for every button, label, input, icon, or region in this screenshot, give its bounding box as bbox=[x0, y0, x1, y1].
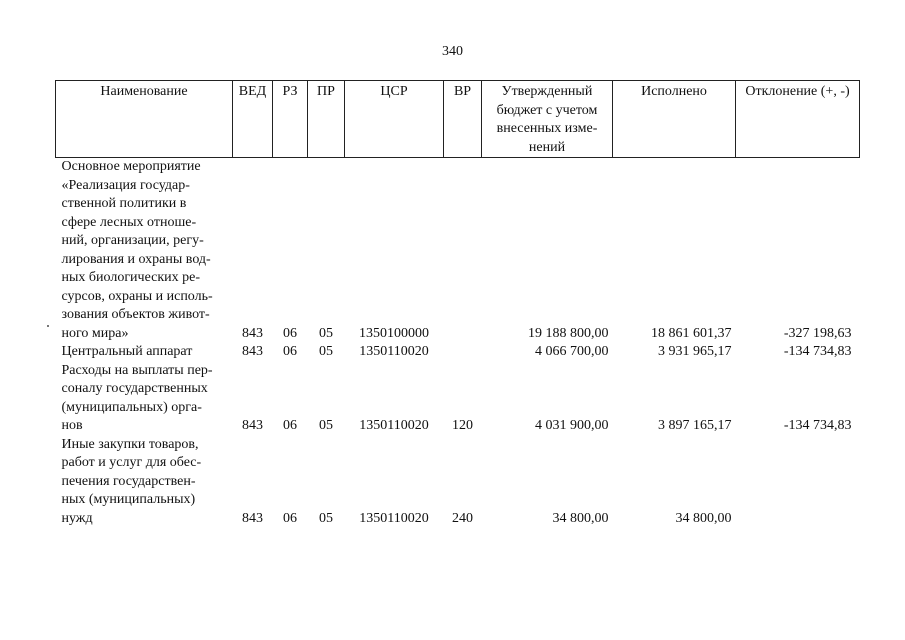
row-name-line: ственной политики в bbox=[61, 196, 187, 211]
row-name-line: «Реализация государ- bbox=[61, 177, 190, 193]
row-name-line: ных биологических ре- bbox=[61, 270, 201, 285]
row-executed: 3 897 165,17 bbox=[658, 418, 732, 433]
header-name: Наименование bbox=[56, 81, 233, 158]
row-vr: 240 bbox=[452, 510, 473, 526]
row-csr: 1350100000 bbox=[359, 325, 429, 341]
row-name-line: Расходы на выплаты пер- bbox=[61, 362, 213, 378]
row-deviation: -327 198,63 bbox=[783, 325, 852, 341]
row-name-line: работ и услуг для обес- bbox=[61, 455, 202, 470]
table-row bbox=[56, 158, 860, 344]
row-ved: 843 bbox=[242, 325, 263, 341]
table-row bbox=[56, 362, 860, 436]
row-vr bbox=[444, 158, 482, 344]
row-ved: 843 bbox=[242, 510, 263, 526]
row-pr: 05 bbox=[319, 418, 333, 433]
row-vr: 120 bbox=[452, 418, 473, 433]
header-approved-budget: Утвержденный бюджет с учетом внесенных изме-нений bbox=[482, 81, 613, 158]
table-body bbox=[56, 158, 860, 529]
header-csr: ЦСР bbox=[345, 81, 444, 158]
row-name bbox=[56, 436, 233, 529]
row-name-line: ного мира» bbox=[61, 325, 129, 341]
table-row bbox=[56, 343, 860, 362]
header-row bbox=[56, 81, 860, 158]
header-ved: ВЕД bbox=[233, 81, 273, 158]
row-approved: 34 800,00 bbox=[552, 510, 609, 526]
row-csr: 1350110020 bbox=[359, 510, 429, 526]
row-name-line: нов bbox=[61, 418, 83, 433]
row-ved: 843 bbox=[242, 344, 263, 359]
row-name-line: Центральный аппарат bbox=[61, 344, 193, 359]
header-executed: Исполнено bbox=[613, 81, 736, 158]
row-rz: 06 bbox=[283, 510, 297, 526]
row-approved: 19 188 800,00 bbox=[528, 325, 609, 341]
row-approved: 4 031 900,00 bbox=[535, 418, 609, 433]
row-deviation: -134 734,83 bbox=[783, 418, 852, 433]
row-rz: 06 bbox=[283, 344, 297, 359]
header-pr: ПР bbox=[308, 81, 345, 158]
row-name-line: Иные закупки товаров, bbox=[61, 436, 199, 452]
row-name-line: лирования и охраны вод- bbox=[61, 251, 211, 267]
row-pr: 05 bbox=[319, 510, 333, 526]
row-name-line: соналу государственных bbox=[61, 381, 208, 396]
row-name-line: сфере лесных отноше- bbox=[61, 214, 197, 230]
row-csr: 1350110020 bbox=[359, 418, 429, 433]
row-name-line: ний, организации, регу- bbox=[61, 233, 204, 248]
row-name-line: ных (муниципальных) bbox=[61, 492, 196, 507]
table-header bbox=[56, 81, 860, 158]
row-name bbox=[56, 362, 233, 436]
row-vr bbox=[444, 343, 482, 362]
row-csr: 1350110020 bbox=[359, 344, 429, 359]
row-name-line: зования объектов живот- bbox=[61, 307, 210, 322]
row-pr: 05 bbox=[319, 325, 333, 341]
row-name-line: сурсов, охраны и исполь- bbox=[61, 288, 213, 304]
row-name-line: нужд bbox=[61, 510, 93, 526]
row-executed: 3 931 965,17 bbox=[658, 344, 732, 359]
row-pr: 05 bbox=[319, 344, 333, 359]
header-deviation: Отклонение (+, -) bbox=[736, 81, 860, 158]
row-deviation bbox=[736, 436, 860, 529]
row-name-line: (муниципальных) орга- bbox=[61, 399, 202, 415]
row-rz: 06 bbox=[283, 325, 297, 341]
row-name-line: печения государствен- bbox=[61, 473, 196, 489]
header-rz: РЗ bbox=[273, 81, 308, 158]
row-approved: 4 066 700,00 bbox=[535, 344, 609, 359]
header-vr: ВР bbox=[444, 81, 482, 158]
row-name bbox=[56, 343, 233, 362]
budget-execution-table bbox=[55, 80, 860, 528]
row-name-line: Основное мероприятие bbox=[61, 159, 201, 174]
row-ved: 843 bbox=[242, 418, 263, 433]
row-name bbox=[56, 158, 233, 344]
page-number: 340 bbox=[442, 44, 463, 59]
row-executed: 18 861 601,37 bbox=[651, 325, 732, 341]
table-row bbox=[56, 436, 860, 529]
row-deviation: -134 734,83 bbox=[783, 344, 852, 359]
row-rz: 06 bbox=[283, 418, 297, 433]
row-executed: 34 800,00 bbox=[675, 510, 732, 526]
margin-mark bbox=[47, 325, 49, 327]
